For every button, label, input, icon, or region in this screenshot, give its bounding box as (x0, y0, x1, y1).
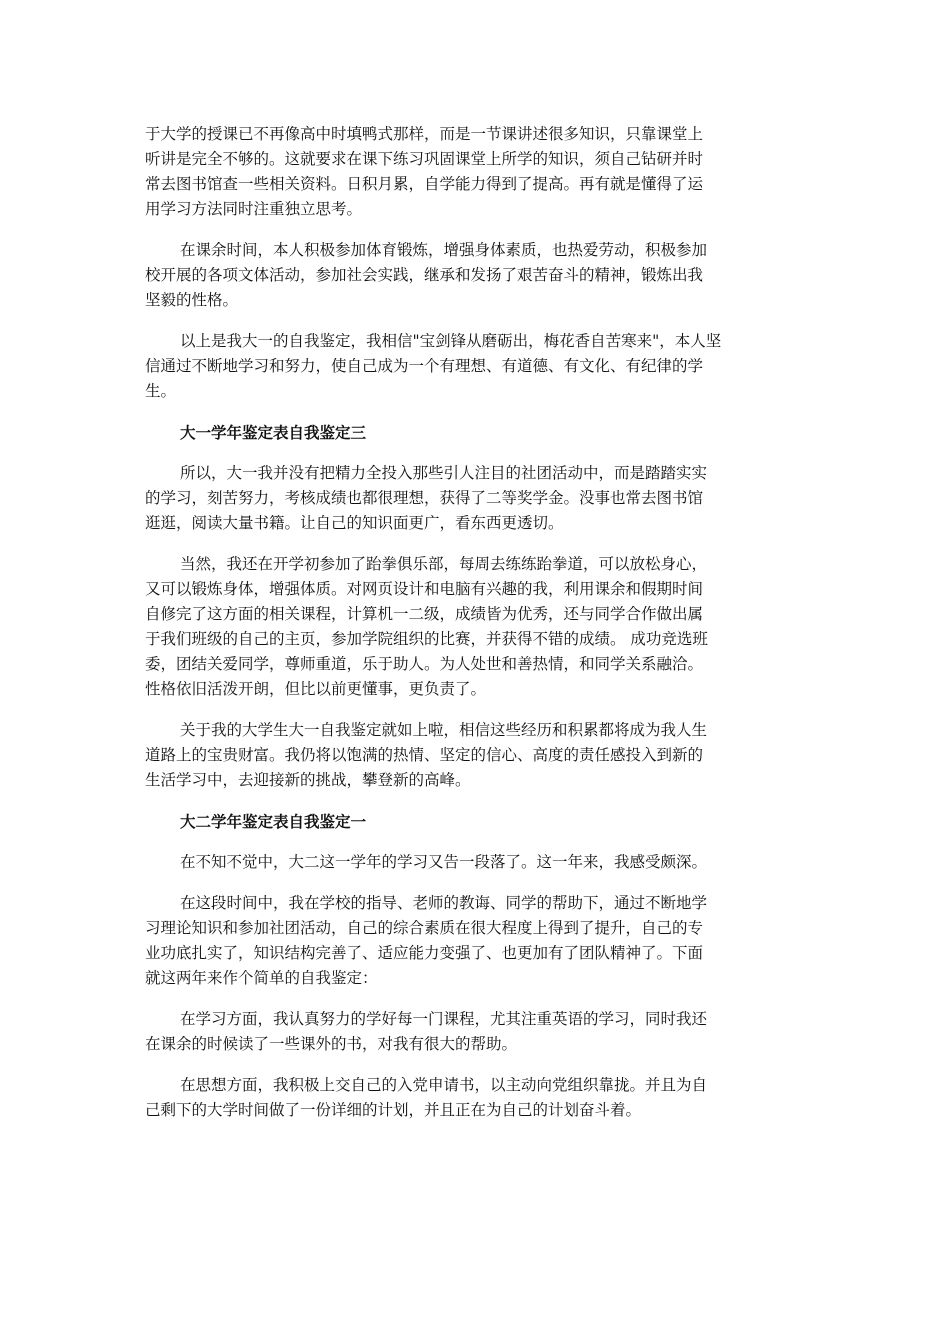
paragraph-conclusion-year-one: 以上是我大一的自我鉴定，我相信"宝剑锋从磨砺出，梅花香自苦寒来"，本人坚 信通过不断地学习和努力，使自己成为一个有理想、有道德、有文化、有纪律的学 生。 (145, 332, 722, 400)
paragraph-growth: 在这段时间中，我在学校的指导、老师的教诲、同学的帮助下，通过不断地学 习理论知识和参加社团活动，自己的综合素质在很大程度上得到了提升，自己的专 业功底扎实了，知识结构完善了、适应能力变强了、也更加有了团队精神了。下面 就这两年来作个简单的自我鉴定： (145, 894, 708, 987)
paragraph-study-method: 于大学的授课已不再像高中时填鸭式那样，而是一节课讲述很多知识，只靠课堂上 听讲是完全不够的。这就要求在课下练习巩固课堂上所学的知识，须自己钻研并时 常去图书馆查一些相关资料。日积月累，自学能力得到了提高。再有就是懂得了运 用学习方法同时注重独立思考。 (145, 125, 704, 218)
paragraph-taekwondo-club: 当然，我还在开学初参加了跆拳俱乐部，每周去练练跆拳道，可以放松身心， 又可以锻炼身体，增强体质。对网页设计和电脑有兴趣的我，利用课余和假期时间 自修完了这方面的相关课程，计算机一二级，成绩皆为优秀，还与同学合作做出属 于我们班级的自己的主页，参加学院组织的比赛，并获得不错的成绩。 成功竞选班 委，团结关爱同学，尊师重道，乐于助人。为人处世和善热情，和同学关系融洽。 性格依旧活泼开朗，但比以前更懂事，更负责了。 (145, 555, 708, 698)
paragraph-focus-on-study: 所以，大一我并没有把精力全投入那些引人注目的社团活动中，而是踏踏实实 的学习，刻苦努力，考核成绩也都很理想，获得了二等奖学金。没事也常去图书馆 逛逛，阅读大量书籍。让自己的知识面更广，看东西更透切。 (145, 464, 708, 532)
paragraph-ideology: 在思想方面，我积极上交自己的入党申请书，以主动向党组织靠拢。并且为自 己剩下的大学时间做了一份详细的计划，并且正在为自己的计划奋斗着。 (145, 1076, 708, 1119)
paragraph-year-two-intro: 在不知不觉中，大二这一学年的学习又告一段落了。这一年来，我感受颇深。 (180, 853, 708, 871)
paragraph-learning: 在学习方面，我认真努力的学好每一门课程，尤其注重英语的学习，同时我还 在课余的时候读了一些课外的书，对我有很大的帮助。 (145, 1010, 708, 1053)
paragraph-summary-year-one: 关于我的大学生大一自我鉴定就如上啦，相信这些经历和积累都将成为我人生 道路上的宝贵财富。我仍将以饱满的热情、坚定的信心、高度的责任感投入到新的 生活学习中，去迎接新的挑战，攀登新的高峰。 (145, 721, 708, 789)
document-page (145, 122, 810, 1139)
paragraph-spare-time: 在课余时间，本人积极参加体育锻炼，增强身体素质，也热爱劳动，积极参加 校开展的各项文体活动，参加社会实践，继承和发扬了艰苦奋斗的精神，锻炼出我 坚毅的性格。 (145, 241, 708, 309)
section-heading-year-one-three: 大一学年鉴定表自我鉴定三 (180, 423, 367, 442)
section-heading-year-two-one: 大二学年鉴定表自我鉴定一 (180, 812, 367, 831)
